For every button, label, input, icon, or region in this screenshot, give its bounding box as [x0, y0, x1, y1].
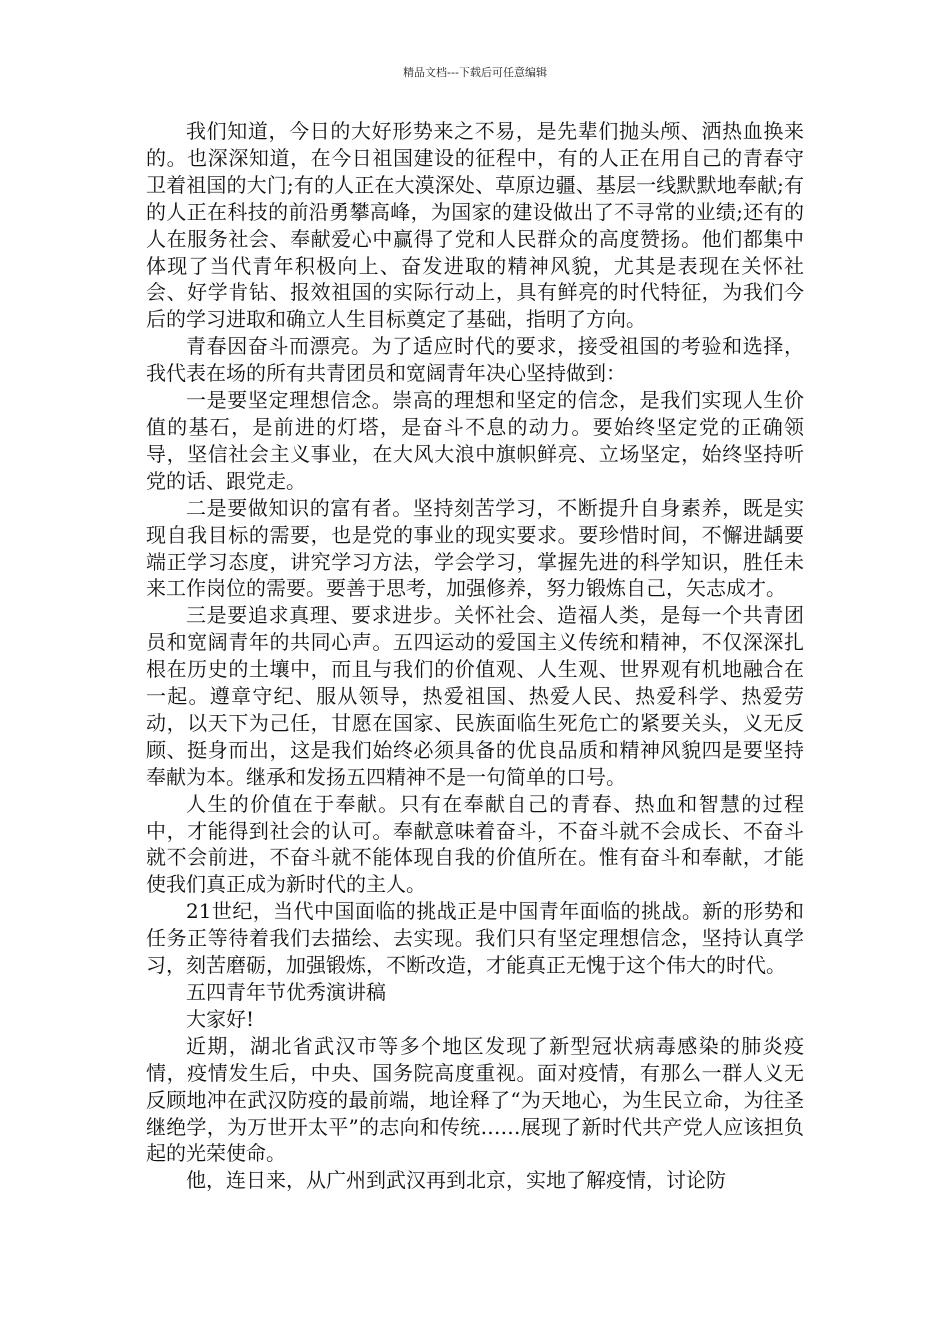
paragraph-9: 他，连日来，从广州到武汉再到北京，实地了解疫情，讨论防 — [186, 1168, 726, 1193]
paragraph-7: 21世纪，当代中国面临的挑战正是中国青年面临的挑战。新的形势和任务正等待着我们去描绘、去实现。我们只有坚定理想信念，坚持认真学习，刻苦磨砺，加强锻炼，不断改造，才能真正无愧于这个伟大的时代。 — [146, 899, 804, 978]
paragraph-6: 人生的价值在于奉献。只有在奉献自己的青春、热血和智慧的过程中，才能得到社会的认可。奉献意味着奋斗，不奋斗就不会成长、不奋斗就不会前进，不奋斗就不能体现自我的价值所在。惟有奋斗和奉献，才能使我们真正成为新时代的主人。 — [146, 791, 804, 897]
paragraph-4: 二是要做知识的富有者。坚持刻苦学习，不断提升自身素养，既是实现自我目标的需要，也是党的事业的现实要求。要珍惜时间，不懈进龋要端正学习态度，讲究学习方法，学会学习，掌握先进的科学知识，胜任未来工作岗位的需要。要善于思考，加强修养，努力锻炼自己，矢志成才。 — [146, 495, 804, 601]
document-body — [146, 118, 804, 1194]
section-title: 五四青年节优秀演讲稿 — [186, 980, 386, 1004]
greeting: 大家好! — [186, 1006, 255, 1031]
paragraph-2: 青春因奋斗而漂亮。为了适应时代的要求，接受祖国的考验和选择，我代表在场的所有共青团员和宽阔青年决心坚持做到： — [146, 334, 804, 386]
paragraph-1: 我们知道，今日的大好形势来之不易，是先辈们抛头颅、洒热血换来的。也深深知道，在今日祖国建设的征程中，有的人正在用自己的青春守卫着祖国的大门;有的人正在大漠深处、草原边疆、基层一线默默地奉献;有的人正在科技的前沿勇攀高峰，为国家的建设做出了不寻常的业绩;还有的人在服务社会、奉献爱心中赢得了党和人民群众的高度赞扬。他们都集中体现了当代青年积极向上、奋发进取的精神风貌，尤其是表现在关怀社会、好学肯钻、报效祖国的实际行动上，具有鲜亮的时代特征，为我们今后的学习进取和确立人生目标奠定了基础，指明了方向。 — [146, 119, 804, 332]
paragraph-8: 近期，湖北省武汉市等多个地区发现了新型冠状病毒感染的肺炎疫情，疫情发生后，中央、国务院高度重视。面对疫情，有那么一群人义无反顾地冲在武汉防疫的最前端，地诠释了“为天地心，为生民立命，为往圣继绝学，为万世开太平”的志向和传统……展现了新时代共产党人应该担负起的光荣使命。 — [146, 1033, 804, 1166]
page-header: 精品文档---下载后可任意编辑 — [403, 66, 547, 79]
paragraph-3: 一是要坚定理想信念。崇高的理想和坚定的信念，是我们实现人生价值的基石，是前进的灯塔，是奋斗不息的动力。要始终坚定党的正确领导，坚信社会主义事业，在大风大浪中旗帜鲜亮、立场坚定，始终坚持听党的话、跟党走。 — [146, 388, 804, 493]
paragraph-5: 三是要追求真理、要求进步。关怀社会、造福人类，是每一个共青团员和宽阔青年的共同心声。五四运动的爱国主义传统和精神，不仅深深扎根在历史的土壤中，而且与我们的价值观、人生观、世界观有机地融合在一起。遵章守纪、服从领导，热爱祖国、热爱人民、热爱科学、热爱劳动，以天下为己任，甘愿在国家、民族面临生死危亡的紧要关头，义无反顾、挺身而出，这是我们始终必须具备的优良品质和精神风貌四是要坚持奉献为本。继承和发扬五四精神不是一句简单的口号。 — [146, 603, 804, 789]
